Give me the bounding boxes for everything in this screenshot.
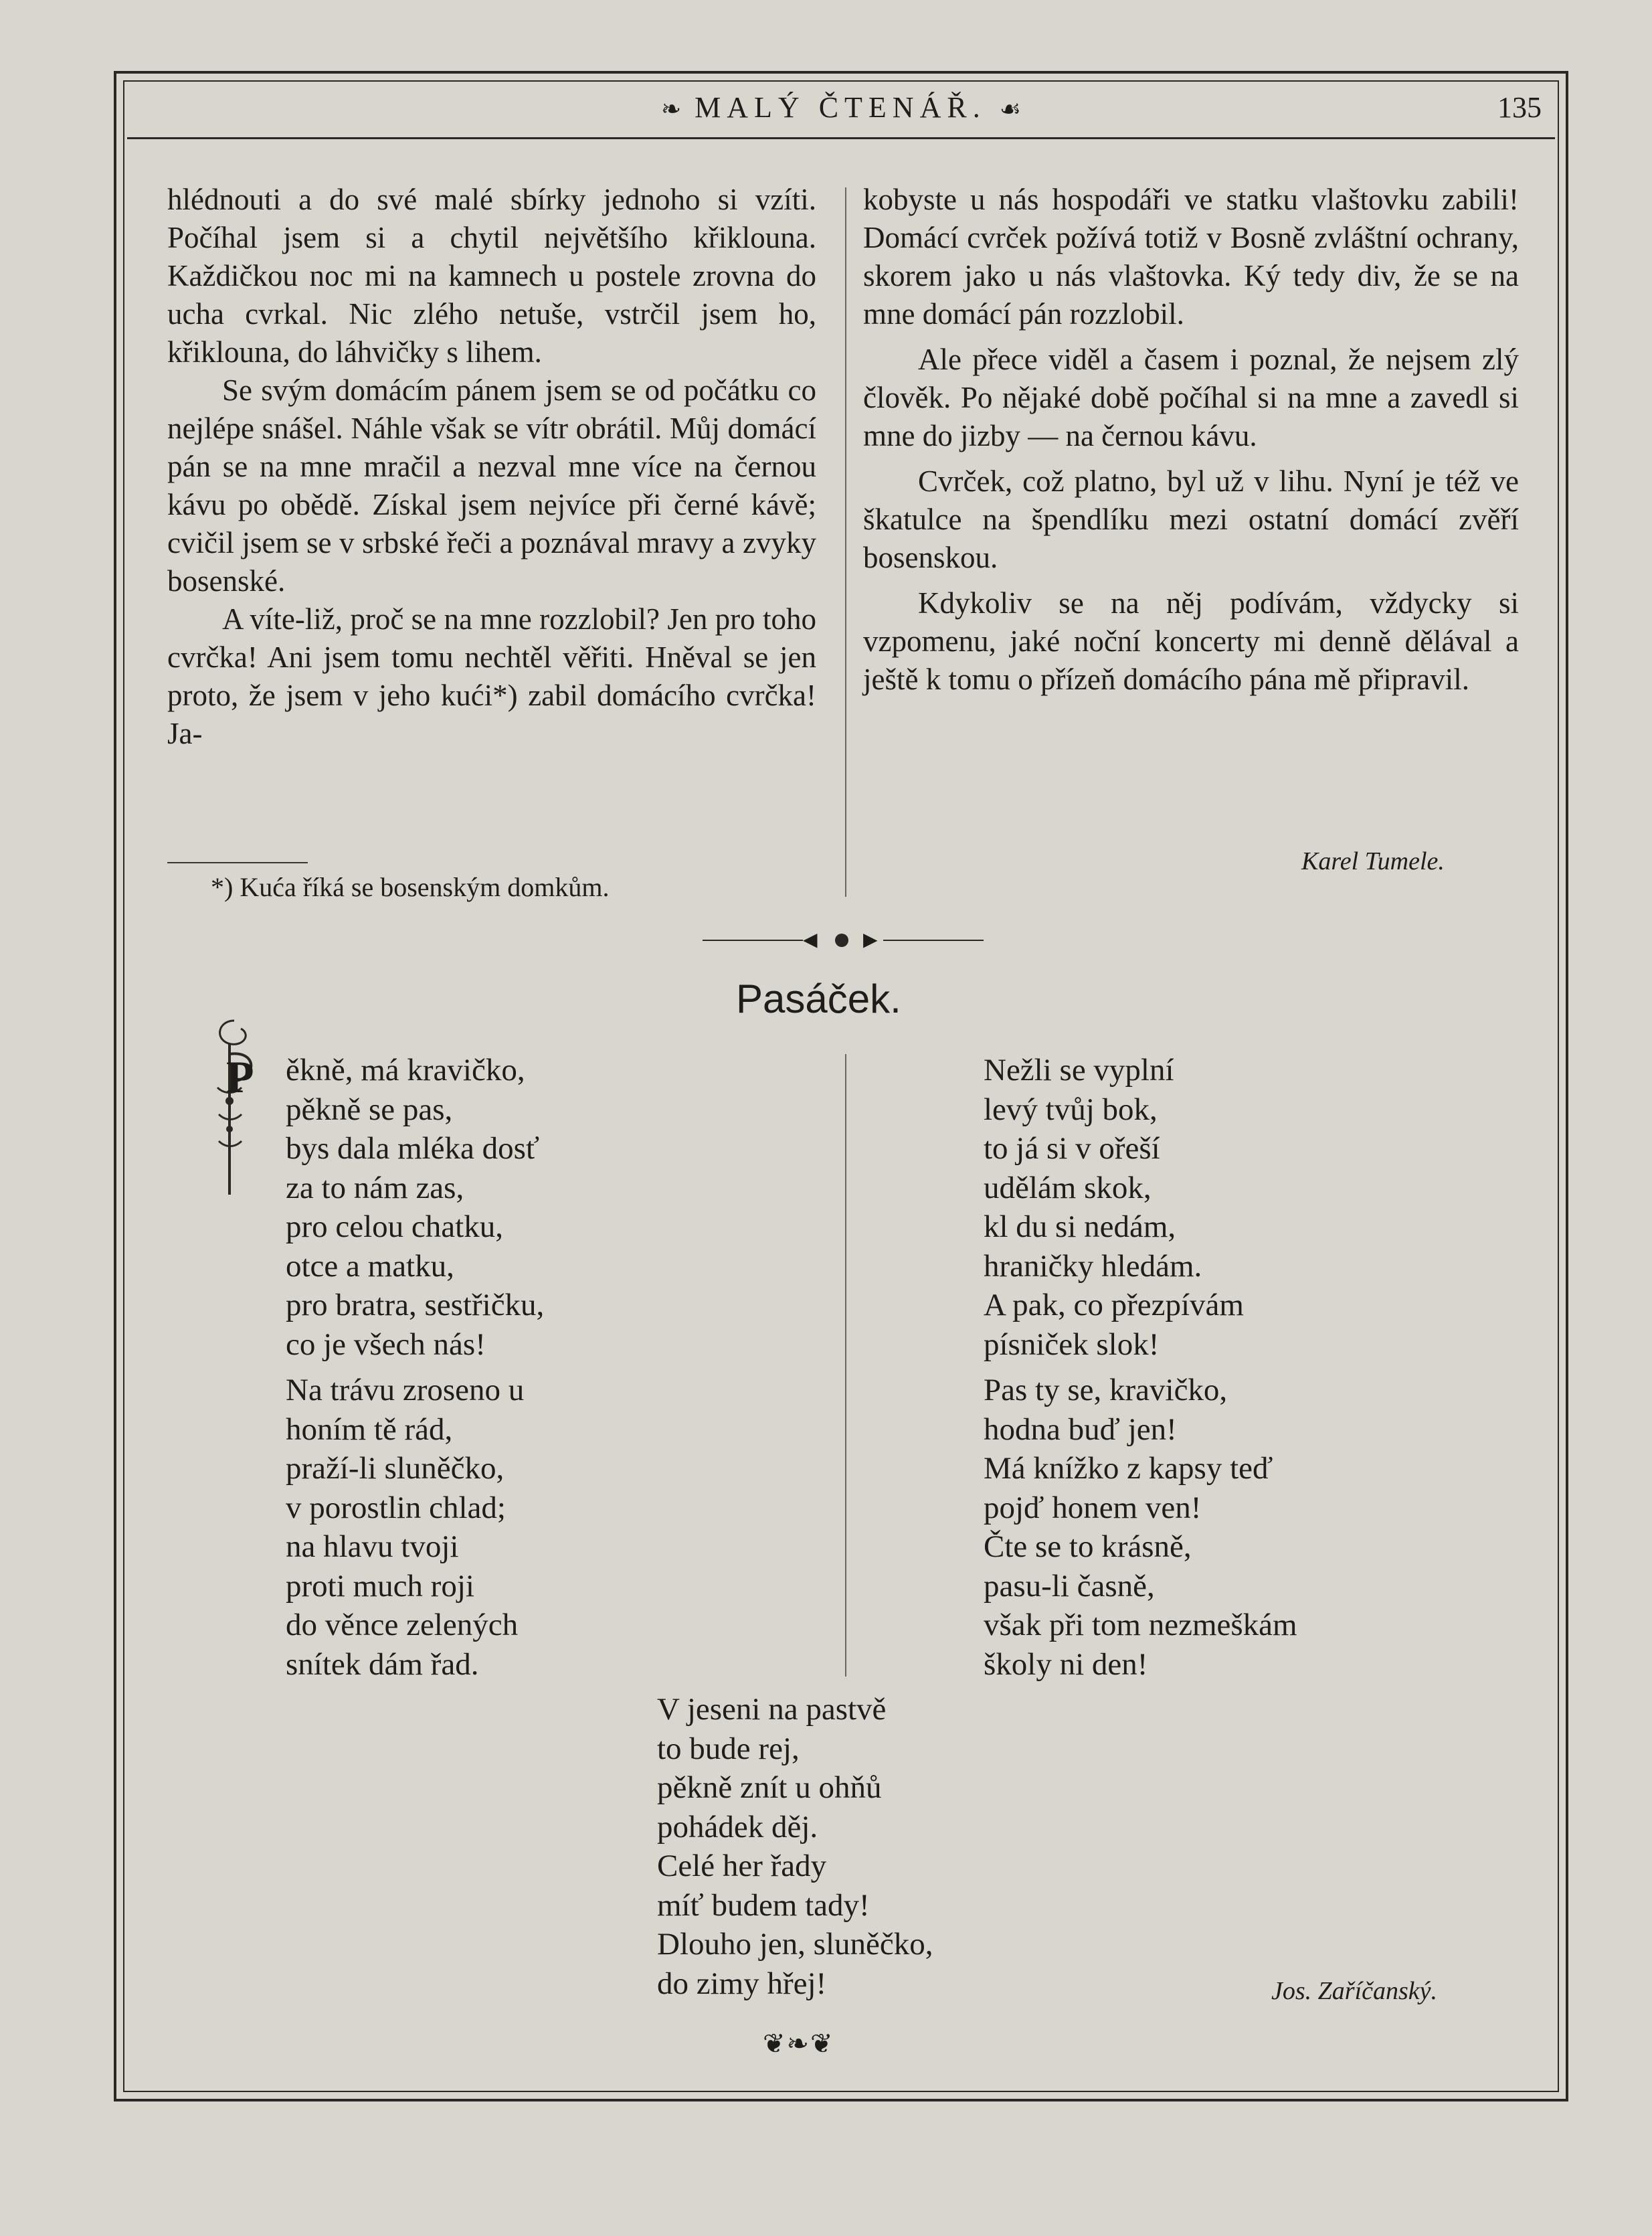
divider-dot-icon xyxy=(835,934,848,947)
poem-title: Pasáček. xyxy=(736,976,901,1021)
article-column-left xyxy=(167,181,816,753)
poem-line: Na trávu zroseno u xyxy=(286,1373,525,1407)
footnote-rule xyxy=(167,862,308,863)
decorative-initial xyxy=(204,1014,264,1201)
running-header xyxy=(127,84,1555,139)
header-title-block xyxy=(127,90,1555,124)
poem-line: Čte se to krásně, xyxy=(984,1529,1192,1564)
poem-line: pro bratra, sestřičku, xyxy=(286,1288,545,1322)
poem-line: udělám skok, xyxy=(984,1170,1152,1205)
poem-line: v porostlin chlad; xyxy=(286,1490,506,1525)
poem-line: Má knížko z kapsy teď xyxy=(984,1451,1273,1486)
poem-column-divider xyxy=(845,1054,846,1676)
poem-line: snítek dám řad. xyxy=(286,1646,479,1682)
poem-line: Dlouho jen, sluněčko, xyxy=(657,1927,933,1962)
footnote: *) Kuća říká se bosenským domkům. xyxy=(211,872,610,902)
journal-title: MALÝ ČTENÁŘ. xyxy=(695,91,986,124)
article-paragraph: kobyste u nás hospodáři ve statku vlaštovku zabili! Domácí cvrček požívá totiž v Bosně zvláštní ochrany, skorem jako u nás vlaštovka. Ký tedy div, že se na mne domácí pán rozzlobil. xyxy=(863,183,1519,331)
poem-line: to já si v ořeší xyxy=(984,1131,1160,1166)
article-paragraph: Cvrček, což platno, byl už v lihu. Nyní je též ve škatulce na špendlíku mezi ostatní domácí zvěří bosenskou. xyxy=(863,464,1519,574)
poem-line: však při tom nezmeškám xyxy=(984,1608,1297,1642)
poem-stanza-3 xyxy=(984,1051,1244,1364)
poem-line: levý tvůj bok, xyxy=(984,1092,1158,1127)
header-ornament-left-icon: ❧ xyxy=(660,96,682,122)
article-column-right xyxy=(863,181,1519,699)
poem-line: Celé her řady xyxy=(657,1848,827,1883)
poem-line: školy ni den! xyxy=(984,1646,1148,1682)
poem-line: Nežli se vyplní xyxy=(984,1053,1174,1088)
poem-line: to bude rej, xyxy=(657,1731,800,1766)
poem-line: co je všech nás! xyxy=(286,1326,486,1362)
article-paragraph: Kdykoliv se na něj podívám, vždycky si vzpomenu, jaké noční koncerty mi denně dělával a ještě k tomu o přízeň domácího pána mě připravil. xyxy=(863,586,1519,696)
poem-line: A pak, co přezpívám xyxy=(984,1288,1244,1322)
poem-signature: Jos. Zaříčanský. xyxy=(1271,1977,1438,2005)
poem-line: honím tě rád, xyxy=(286,1411,453,1447)
poem-line: pro celou chatku, xyxy=(286,1209,503,1244)
section-divider-ornament xyxy=(703,927,984,954)
ornamental-initial-icon xyxy=(204,1014,264,1201)
divider-arrow-left-icon: ◀ xyxy=(803,930,818,950)
article-paragraph: hlédnouti a do své malé sbírky jednoho si vzíti. Počíhal jsem si a chytil největšího křiklouna. Každičkou noc mi na kamnech u postele zrovna do ucha cvrkal. Nic zlého netuše, vstrčil jsem ho, křiklouna, do láhvičky s lihem. xyxy=(167,183,816,369)
page-number: 135 xyxy=(1497,91,1542,124)
poem-line: praží-li sluněčko, xyxy=(286,1451,504,1486)
poem-line: otce a matku, xyxy=(286,1248,454,1284)
poem-line: ěkně, má kravičko, xyxy=(286,1053,525,1088)
poem-line: do věnce zelených xyxy=(286,1608,519,1642)
poem-line: pasu-li časně, xyxy=(984,1568,1155,1604)
divider-line-right xyxy=(883,940,984,941)
poem-stanza-2 xyxy=(286,1371,524,1684)
article-paragraph: Ale přece viděl a časem i poznal, že nejsem zlý člověk. Po nějaké době počíhal si na mne a zavedl si mne do jizby — na černou kávu. xyxy=(863,343,1519,452)
end-ornament-icon: ❦❧❦ xyxy=(763,2029,834,2059)
article-paragraph: Se svým domácím pánem jsem se od počátku co nejlépe snášel. Náhle však se vítr obrátil. Můj domácí pán se na mne mračil a nezval mne více na černou kávu po obědě. Získal jsem nejvíce při černé kávě; cvičil jsem se v srbské řeči a poznával mravy a zvyky bosenské. xyxy=(167,373,816,598)
poem-initial-letter: P xyxy=(226,1051,254,1102)
poem-line: V jeseni na pastvě xyxy=(657,1692,887,1727)
poem-line: do zimy hřej! xyxy=(657,1966,827,2001)
poem-line: písniček slok! xyxy=(984,1326,1160,1362)
poem-stanza-4 xyxy=(984,1371,1297,1684)
divider-line-left xyxy=(703,940,803,941)
poem-line: Pas ty se, kravičko, xyxy=(984,1373,1228,1407)
poem-line: míť budem tady! xyxy=(657,1887,870,1923)
poem-line: pěkně se pas, xyxy=(286,1092,453,1127)
article-column-divider xyxy=(845,187,846,897)
poem-stanza-1 xyxy=(286,1051,544,1364)
poem-line: na hlavu tvoji xyxy=(286,1529,459,1564)
poem-stanza-5 xyxy=(657,1690,933,2003)
header-ornament-right-icon: ☙ xyxy=(999,96,1021,122)
poem-line: hraničky hledám. xyxy=(984,1248,1202,1284)
poem-line: bys dala mléka dosť xyxy=(286,1131,540,1166)
divider-arrow-right-icon: ▶ xyxy=(863,930,878,950)
poem-line: pohádek děj. xyxy=(657,1809,818,1844)
article-signature: Karel Tumele. xyxy=(1301,847,1445,875)
poem-line: pojď honem ven! xyxy=(984,1490,1202,1525)
poem-line: za to nám zas, xyxy=(286,1170,464,1205)
poem-line: kl du si nedám, xyxy=(984,1209,1176,1244)
poem-line: proti much roji xyxy=(286,1568,474,1604)
poem-line: pěkně znít u ohňů xyxy=(657,1770,882,1805)
poem-line: hodna buď jen! xyxy=(984,1411,1177,1447)
article-paragraph: A víte-liž, proč se na mne rozzlobil? Jen pro toho cvrčka! Ani jsem tomu nechtěl věřiti. Hněval se jen proto, že jsem v jeho kući*) zabil domácího cvrčka! Ja- xyxy=(167,602,816,750)
